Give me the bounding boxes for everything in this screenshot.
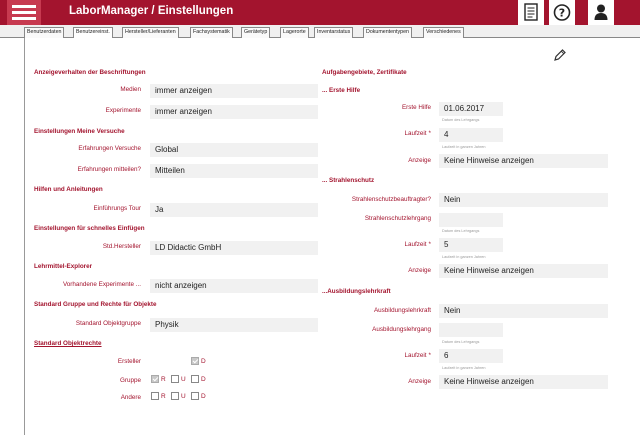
section-erste-hilfe: ... Erste Hilfe — [322, 87, 361, 94]
anzeige-ausbildung-field[interactable]: Keine Hinweise anzeigen — [439, 375, 608, 389]
section-objektrechte: Standard Objektrechte — [34, 340, 102, 347]
hersteller-label: Std.Hersteller — [102, 243, 141, 250]
ersteller-d-checkbox[interactable] — [191, 357, 199, 365]
gruppe-label: Gruppe — [119, 377, 141, 384]
erste-hilfe-date-field[interactable]: 01.06.2017 — [439, 102, 503, 116]
einfuehrungs-tour-field[interactable]: Ja — [150, 203, 318, 217]
strahlenschutzbeauftragter-field[interactable]: Nein — [439, 193, 608, 207]
erfahrungen-versuche-label: Erfahrungen Versuche — [78, 145, 141, 152]
laufzeit-hint: Laufzeit in ganzen Jahren — [442, 366, 486, 370]
andere-r-label: R — [161, 393, 166, 400]
pencil-icon[interactable] — [553, 48, 567, 67]
ersteller-d-label: D — [201, 358, 206, 365]
menu-icon[interactable] — [7, 0, 41, 25]
section-strahlenschutz: ... Strahlenschutz — [322, 177, 375, 184]
anzeige-strahlenschutz-field[interactable]: Keine Hinweise anzeigen — [439, 264, 608, 278]
section-hilfen: Hilfen und Anleitungen — [34, 186, 103, 193]
medien-label: Medien — [120, 86, 141, 93]
gruppe-u-checkbox[interactable] — [171, 375, 179, 383]
laufzeit-text: Laufzeit — [404, 241, 427, 248]
tab-verschiedenes[interactable]: Verschiedenes — [423, 27, 464, 38]
einfuehrungs-tour-label: Einführungs Tour — [93, 205, 141, 212]
hersteller-field[interactable]: LD Didactic GmbH — [150, 241, 318, 255]
tab-geraetetyp[interactable]: Gerätetyp — [241, 27, 270, 38]
erfahrungen-mitteilen-field[interactable]: Mitteilen — [150, 164, 318, 178]
strahlenschutzlehrgang-label: Strahlenschutzlehrgang — [364, 215, 431, 222]
datum-hint: Datum des Lehrgangs — [442, 340, 480, 344]
andere-label: Andere — [120, 394, 141, 401]
document-icon[interactable] — [518, 0, 544, 25]
laufzeit-text: Laufzeit — [404, 352, 427, 359]
anzeige-label: Anzeige — [408, 378, 431, 385]
gruppe-r-checkbox[interactable] — [151, 375, 159, 383]
objektgruppe-field[interactable]: Physik — [150, 318, 318, 332]
ausbildungslehrkraft-label: Ausbildungslehrkraft — [373, 307, 431, 314]
vorhandene-experimente-label: Vorhandene Experimente ... — [62, 281, 141, 288]
ausbildungslehrkraft-field[interactable]: Nein — [439, 304, 608, 318]
tab-inventarstatus[interactable]: Inventarstatus — [314, 27, 353, 38]
anzeige-label: Anzeige — [408, 157, 431, 164]
laufzeit-ausbildung-field[interactable]: 6 — [439, 349, 503, 363]
ausbildungslehrgang-date-field[interactable] — [439, 323, 503, 337]
ersteller-label: Ersteller — [117, 358, 141, 365]
andere-r-checkbox[interactable] — [151, 392, 159, 400]
required-marker: * — [428, 352, 431, 359]
laufzeit-label — [404, 352, 431, 359]
objektgruppe-label: Standard Objektgruppe — [75, 320, 141, 327]
strahlenschutzbeauftragter-label: Strahlenschutzbeauftragter? — [351, 196, 431, 203]
experimente-label: Experimente — [105, 107, 141, 114]
andere-d-label: D — [201, 393, 206, 400]
section-schnelles-einfuegen: Einstellungen für schnelles Einfügen — [34, 225, 145, 232]
laufzeit-label — [404, 130, 431, 137]
tab-benutzerdaten[interactable]: Benutzerdaten — [24, 27, 64, 38]
laufzeit-strahlenschutz-field[interactable]: 5 — [439, 238, 503, 252]
datum-hint: Datum des Lehrgangs — [442, 229, 480, 233]
strahlenschutzlehrgang-date-field[interactable] — [439, 213, 503, 227]
tab-benutzereinstellungen[interactable]: Benutzereinst. — [73, 27, 113, 39]
tab-hersteller-lieferanten[interactable]: Hersteller/Lieferanten — [122, 27, 179, 38]
vorhandene-experimente-field[interactable]: nicht anzeigen — [150, 279, 318, 293]
anzeige-label: Anzeige — [408, 267, 431, 274]
gruppe-u-label: U — [181, 376, 186, 383]
section-lehrmittel-explorer: Lehrmittel-Explorer — [34, 263, 93, 270]
datum-hint: Datum des Lehrgangs — [442, 118, 480, 122]
erfahrungen-versuche-field[interactable]: Global — [150, 143, 318, 157]
ausbildungslehrgang-label: Ausbildungslehrgang — [372, 326, 431, 333]
help-icon[interactable] — [549, 0, 575, 25]
medien-field[interactable]: immer anzeigen — [150, 84, 318, 98]
tab-fachsystematik[interactable]: Fachsystematik — [190, 27, 233, 38]
tab-lagerorte[interactable]: Lagerorte — [280, 27, 309, 38]
required-marker: * — [428, 241, 431, 248]
erfahrungen-mitteilen-label: Erfahrungen mitteilen? — [77, 166, 141, 173]
andere-u-label: U — [181, 393, 186, 400]
laufzeit-text: Laufzeit — [404, 130, 427, 137]
experimente-field[interactable]: immer anzeigen — [150, 105, 318, 119]
section-aufgabengebiete: Aufgabengebiete, Zertifikate — [322, 69, 407, 76]
anzeige-erste-hilfe-field[interactable]: Keine Hinweise anzeigen — [439, 154, 608, 168]
andere-d-checkbox[interactable] — [191, 392, 199, 400]
page-title: LaborManager / Einstellungen — [69, 5, 234, 17]
section-gruppe-rechte: Standard Gruppe und Rechte für Objekte — [34, 301, 157, 308]
laufzeit-erste-hilfe-field[interactable]: 4 — [439, 128, 503, 142]
tab-dokumententypen[interactable]: Dokumententypen — [363, 27, 412, 38]
user-icon[interactable] — [588, 0, 614, 25]
section-anzeigeverhalten: Anzeigeverhalten der Beschriftungen — [34, 69, 146, 76]
top-bar — [0, 0, 640, 25]
section-ausbildungslehrkraft: ...Ausbildungslehrkraft — [322, 288, 391, 295]
laufzeit-hint: Laufzeit in ganzen Jahren — [442, 255, 486, 259]
svg-text:?: ? — [558, 6, 566, 20]
gruppe-d-label: D — [201, 376, 206, 383]
andere-u-checkbox[interactable] — [171, 392, 179, 400]
erste-hilfe-label: Erste Hilfe — [401, 104, 431, 111]
gruppe-r-label: R — [161, 376, 166, 383]
laufzeit-label — [404, 241, 431, 248]
gruppe-d-checkbox[interactable] — [191, 375, 199, 383]
laufzeit-hint: Laufzeit in ganzen Jahren — [442, 145, 486, 149]
tab-bar — [0, 25, 640, 38]
section-meine-versuche: Einstellungen Meine Versuche — [34, 128, 125, 135]
required-marker: * — [428, 130, 431, 137]
